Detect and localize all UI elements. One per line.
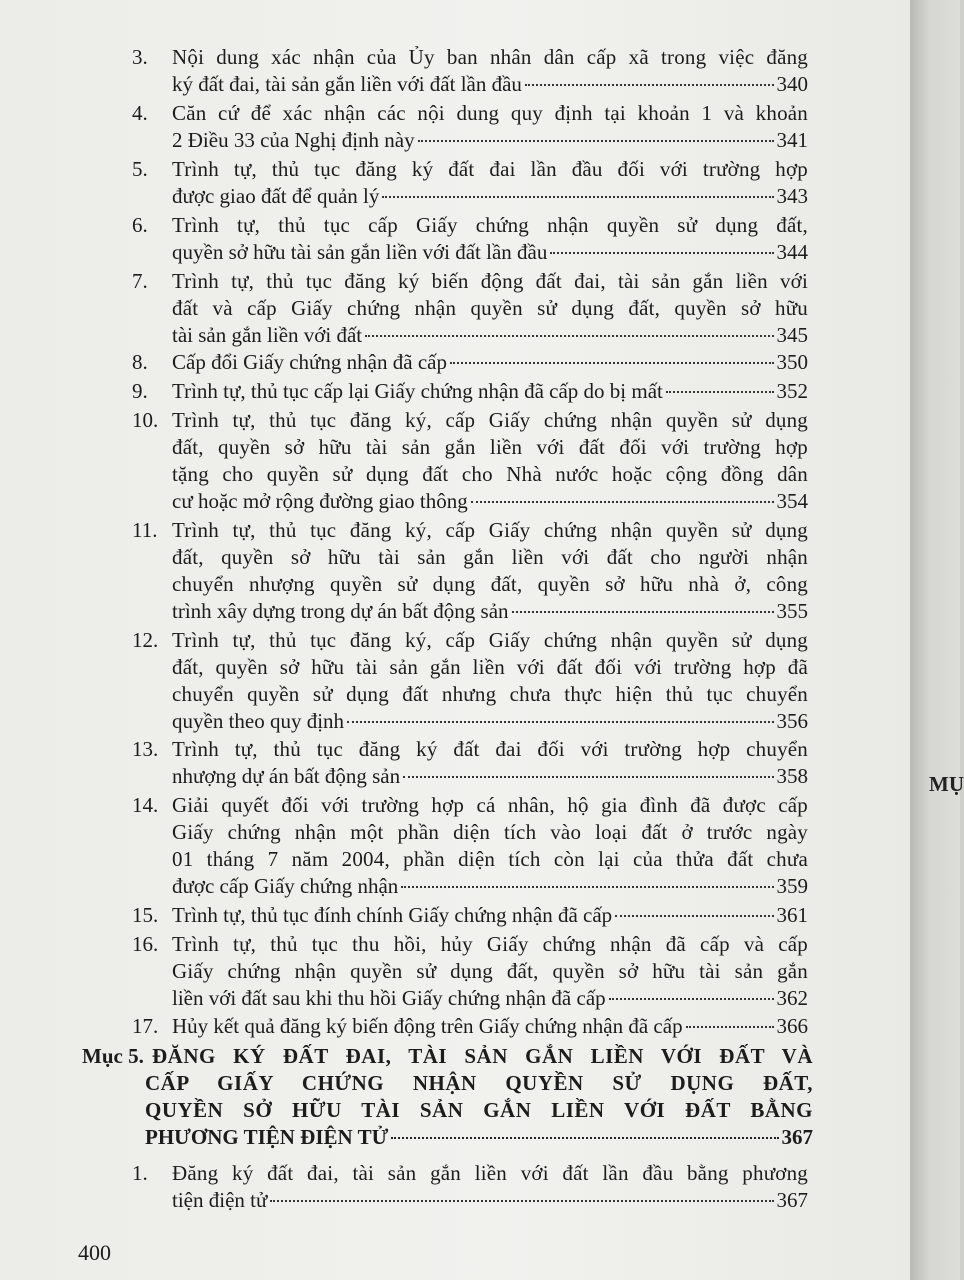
entry-title-line: Đăng ký đất đai, tài sản gắn liền với đất lần đầu bằng phương [172, 1161, 808, 1185]
entry-page-number: 362 [776, 986, 808, 1010]
entry-last-line [172, 873, 808, 900]
section-page-number: 367 [781, 1125, 813, 1149]
entry-number: 3. [132, 45, 148, 69]
section-title-line: CẤP GIẤY CHỨNG NHẬN QUYỀN SỬ DỤNG ĐẤT, [145, 1071, 813, 1095]
entry-number: 14. [132, 793, 159, 817]
entry-last-line [172, 127, 808, 154]
entry-title-line: Trình tự, thủ tục cấp Giấy chứng nhận quyền sử dụng đất, [172, 213, 808, 237]
entry-title-line: chuyển quyền sử dụng đất nhưng chưa thực hiện thủ tục chuyển [172, 682, 808, 706]
entry-title-line: 01 tháng 7 năm 2004, phần diện tích còn lại của thửa đất chưa [172, 847, 808, 871]
entry-title-line: được cấp Giấy chứng nhận [172, 874, 399, 898]
dot-leader [686, 1026, 774, 1028]
section-label: Mục 5. [82, 1044, 144, 1068]
entry-title-line: chuyển nhượng quyền sử dụng đất, quyền sở hữu nhà ở, công [172, 572, 808, 596]
entry-number: 16. [132, 932, 159, 956]
entry-title-line: Cấp đổi Giấy chứng nhận đã cấp [172, 350, 447, 374]
dot-leader [615, 915, 773, 917]
dot-leader [382, 196, 773, 198]
entry-last-line [172, 378, 808, 405]
entry-page-number: 352 [776, 379, 808, 403]
entry-page-number: 359 [776, 874, 808, 898]
dot-leader [365, 335, 773, 337]
entry-title-line: Giấy chứng nhận quyền sử dụng đất, quyền sở hữu tài sản gắn [172, 959, 808, 983]
entry-title-line: đất, quyền sở hữu tài sản gắn liền với đất đối với trường hợp [172, 435, 808, 459]
entry-number: 13. [132, 737, 159, 761]
dot-leader [609, 998, 774, 1000]
entry-number: 15. [132, 903, 159, 927]
entry-last-line [172, 1187, 808, 1214]
entry-title-line: Trình tự, thủ tục đăng ký biến động đất đai, tài sản gắn liền với [172, 269, 808, 293]
entry-title-line: ký đất đai, tài sản gắn liền với đất lần đầu [172, 72, 522, 96]
section-last-line [145, 1124, 813, 1151]
dot-leader [525, 84, 774, 86]
entry-number: 1. [132, 1161, 148, 1185]
entry-title-line: trình xây dựng trong dự án bất động sản [172, 599, 509, 623]
entry-title-line: quyền sở hữu tài sản gắn liền với đất lần đầu [172, 240, 548, 264]
entry-title-line: cư hoặc mở rộng đường giao thông [172, 489, 468, 513]
entry-title-line: được giao đất để quản lý [172, 184, 380, 208]
entry-title-line: tài sản gắn liền với đất [172, 323, 363, 347]
entry-last-line [172, 322, 808, 349]
entry-number: 4. [132, 101, 148, 125]
entry-title-line: Nội dung xác nhận của Ủy ban nhân dân cấp xã trong việc đăng [172, 45, 808, 69]
entry-last-line [172, 349, 808, 376]
entry-title-line: Giấy chứng nhận một phần diện tích vào loại đất ở trước ngày [172, 820, 808, 844]
entry-number: 12. [132, 628, 159, 652]
entry-page-number: 354 [776, 489, 808, 513]
entry-title-line: tiện điện tử [172, 1188, 268, 1212]
entry-title-line: liền với đất sau khi thu hồi Giấy chứng nhận đã cấp [172, 986, 606, 1010]
entry-page-number: 341 [776, 128, 808, 152]
dot-leader [347, 721, 773, 723]
entry-page-number: 366 [776, 1014, 808, 1038]
dot-leader [270, 1200, 773, 1202]
entry-page-number: 358 [776, 764, 808, 788]
entry-last-line [172, 985, 808, 1012]
dot-leader [391, 1137, 778, 1139]
entry-number: 11. [132, 518, 158, 542]
entry-title-line: Trình tự, thủ tục đính chính Giấy chứng nhận đã cấp [172, 903, 613, 927]
dot-leader [401, 886, 773, 888]
entry-title-line: đất và cấp Giấy chứng nhận quyền sử dụng đất, quyền sở hữu [172, 296, 808, 320]
section-title-line: ĐĂNG KÝ ĐẤT ĐAI, TÀI SẢN GẮN LIỀN VỚI ĐẤT VÀ [152, 1044, 813, 1068]
dot-leader [403, 776, 773, 778]
entry-last-line [172, 902, 808, 929]
entry-title-line: Căn cứ để xác nhận các nội dung quy định tại khoản 1 và khoản [172, 101, 808, 125]
entry-title-line: Trình tự, thủ tục đăng ký, cấp Giấy chứng nhận quyền sử dụng [172, 628, 808, 652]
entry-last-line [172, 71, 808, 98]
entry-title-line: Trình tự, thủ tục đăng ký, cấp Giấy chứng nhận quyền sử dụng [172, 408, 808, 432]
entry-page-number: 367 [776, 1188, 808, 1212]
entry-title-line: quyền theo quy định [172, 709, 345, 733]
section-title-line: QUYỀN SỞ HỮU TÀI SẢN GẮN LIỀN VỚI ĐẤT BẰNG [145, 1098, 813, 1122]
entry-number: 9. [132, 379, 148, 403]
entry-title-line: Hủy kết quả đăng ký biến động trên Giấy chứng nhận đã cấp [172, 1014, 683, 1038]
entry-number: 5. [132, 157, 148, 181]
entry-number: 8. [132, 350, 148, 374]
dot-leader [450, 362, 774, 364]
entry-title-line: đất, quyền sở hữu tài sản gắn liền với đất đối với trường hợp đã [172, 655, 808, 679]
entry-number: 10. [132, 408, 159, 432]
dot-leader [418, 140, 774, 142]
entry-title-line: Trình tự, thủ tục đăng ký đất đai lần đầu đối với trường hợp [172, 157, 808, 181]
entry-number: 6. [132, 213, 148, 237]
dot-leader [512, 611, 774, 613]
entry-last-line [172, 708, 808, 735]
entry-page-number: 345 [776, 323, 808, 347]
entry-page-number: 356 [776, 709, 808, 733]
adjacent-page-edge [910, 0, 960, 1280]
entry-last-line [172, 598, 808, 625]
entry-page-number: 361 [776, 903, 808, 927]
entry-title-line: Trình tự, thủ tục thu hồi, hủy Giấy chứng nhận đã cấp và cấp [172, 932, 808, 956]
dot-leader [550, 252, 773, 254]
entry-last-line [172, 1013, 808, 1040]
entry-last-line [172, 763, 808, 790]
entry-title-line: Trình tự, thủ tục cấp lại Giấy chứng nhận đã cấp do bị mất [172, 379, 663, 403]
entry-last-line [172, 488, 808, 515]
adjacent-page-heading-fragment: MỤ [929, 772, 964, 796]
entry-title-line: Trình tự, thủ tục đăng ký đất đai đối với trường hợp chuyển [172, 737, 808, 761]
entry-last-line [172, 239, 808, 266]
section-title-line: PHƯƠNG TIỆN ĐIỆN TỬ [145, 1125, 389, 1149]
page-number: 400 [78, 1240, 111, 1265]
entry-last-line [172, 183, 808, 210]
entry-number: 7. [132, 269, 148, 293]
entry-title-line: đất, quyền sở hữu tài sản gắn liền với đất cho người nhận [172, 545, 808, 569]
entry-title-line: nhượng dự án bất động sản [172, 764, 401, 788]
dot-leader [666, 391, 774, 393]
entry-page-number: 343 [776, 184, 808, 208]
entry-page-number: 355 [776, 599, 808, 623]
entry-title-line: Giải quyết đối với trường hợp cá nhân, hộ gia đình đã được cấp [172, 793, 808, 817]
entry-title-line: Trình tự, thủ tục đăng ký, cấp Giấy chứng nhận quyền sử dụng [172, 518, 808, 542]
entry-page-number: 350 [776, 350, 808, 374]
entry-number: 17. [132, 1014, 159, 1038]
dot-leader [471, 501, 774, 503]
entry-page-number: 344 [776, 240, 808, 264]
entry-title-line: 2 Điều 33 của Nghị định này [172, 128, 415, 152]
entry-title-line: tặng cho quyền sử dụng đất cho Nhà nước hoặc cộng đồng dân [172, 462, 808, 486]
entry-page-number: 340 [776, 72, 808, 96]
